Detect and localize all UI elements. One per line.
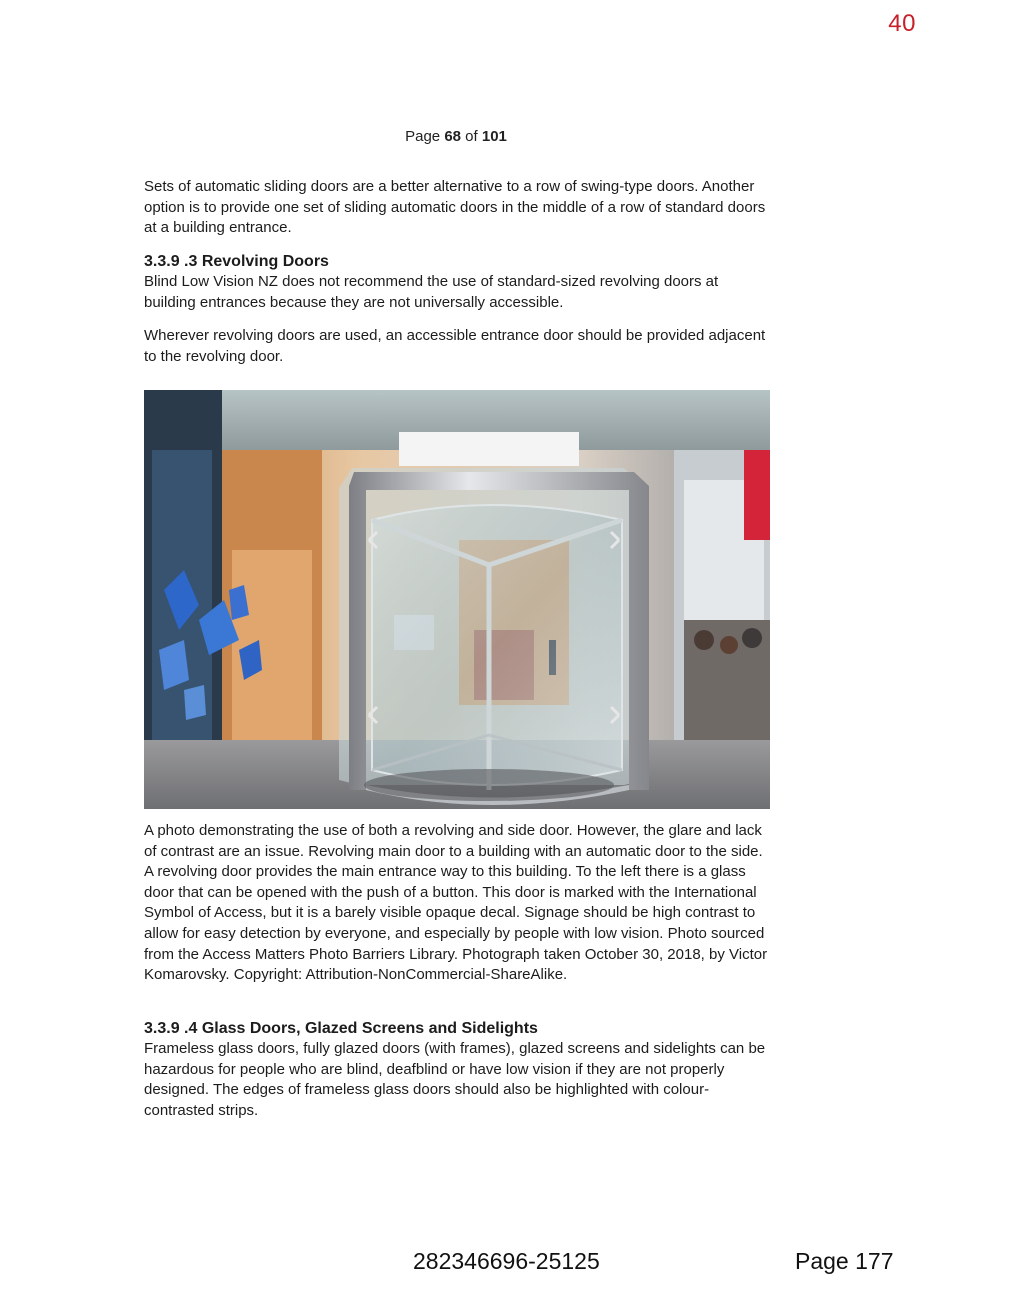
photo-caption-section xyxy=(144,821,772,986)
revolving-door-illustration xyxy=(144,390,770,809)
photo-caption: A photo demonstrating the use of both a revolving and side door. However, the glare and lack of contrast are an issue. Revolving main door to a building with an automatic door to the side. A revolving door provides the main entrance way to this building. To the left there is a glass door that can be opened with the push of a button. This door is marked with the International Symbol of Access, but it is a barely visible opaque decal. Signage should be high contrast to allow for easy detection by everyone, and especially by people with low vision. Photo sourced from the Access Matters Photo Barriers Library. Photograph taken October 30, 2018, by Victor Komarovsky. Copyright: Attribution-NonCommercial-ShareAlike. xyxy=(144,822,768,984)
glass-doors-paragraph: Frameless glass doors, fully glazed doors (with frames), glazed screens and sidelights can be hazardous for people who are blind, deafblind or have low vision if they are not properly designed. The edges of frameless glass doors should also be highlighted with colour-contrasted strips. xyxy=(144,1040,766,1119)
corner-page-number: 40 xyxy=(888,10,916,37)
revolving-doors-heading: 3.3.9 .3 Revolving Doors xyxy=(144,253,329,270)
glass-doors-section xyxy=(144,1018,772,1121)
revolving-doors-section xyxy=(144,251,772,313)
revolving-door-photo xyxy=(144,390,770,809)
glass-doors-heading: 3.3.9 .4 Glass Doors, Glazed Screens and Sidelights xyxy=(144,1020,538,1037)
page-indicator-total: 101 xyxy=(481,128,507,145)
page-indicator-current: 68 xyxy=(444,128,461,145)
revolving-note-paragraph: Wherever revolving doors are used, an accessible entrance door should be provided adjacent to the revolving door. xyxy=(144,327,766,365)
page-indicator-of: of xyxy=(461,128,482,145)
revolving-note-section xyxy=(144,326,772,367)
footer-document-id: 282346696-25125 xyxy=(413,1248,600,1274)
page-indicator-prefix: Page xyxy=(405,128,445,145)
intro-paragraph: Sets of automatic sliding doors are a better alternative to a row of swing-type doors. Another option is to provide one set of sliding automatic doors in the middle of a row of standard doors at a building entrance. xyxy=(144,178,766,237)
intro-section xyxy=(144,177,772,239)
page-indicator xyxy=(0,128,912,145)
revolving-doors-paragraph: Blind Low Vision NZ does not recommend the use of standard-sized revolving doors at building entrances because they are not universally accessible. xyxy=(144,273,719,311)
footer-page-label: Page 177 xyxy=(795,1248,894,1274)
